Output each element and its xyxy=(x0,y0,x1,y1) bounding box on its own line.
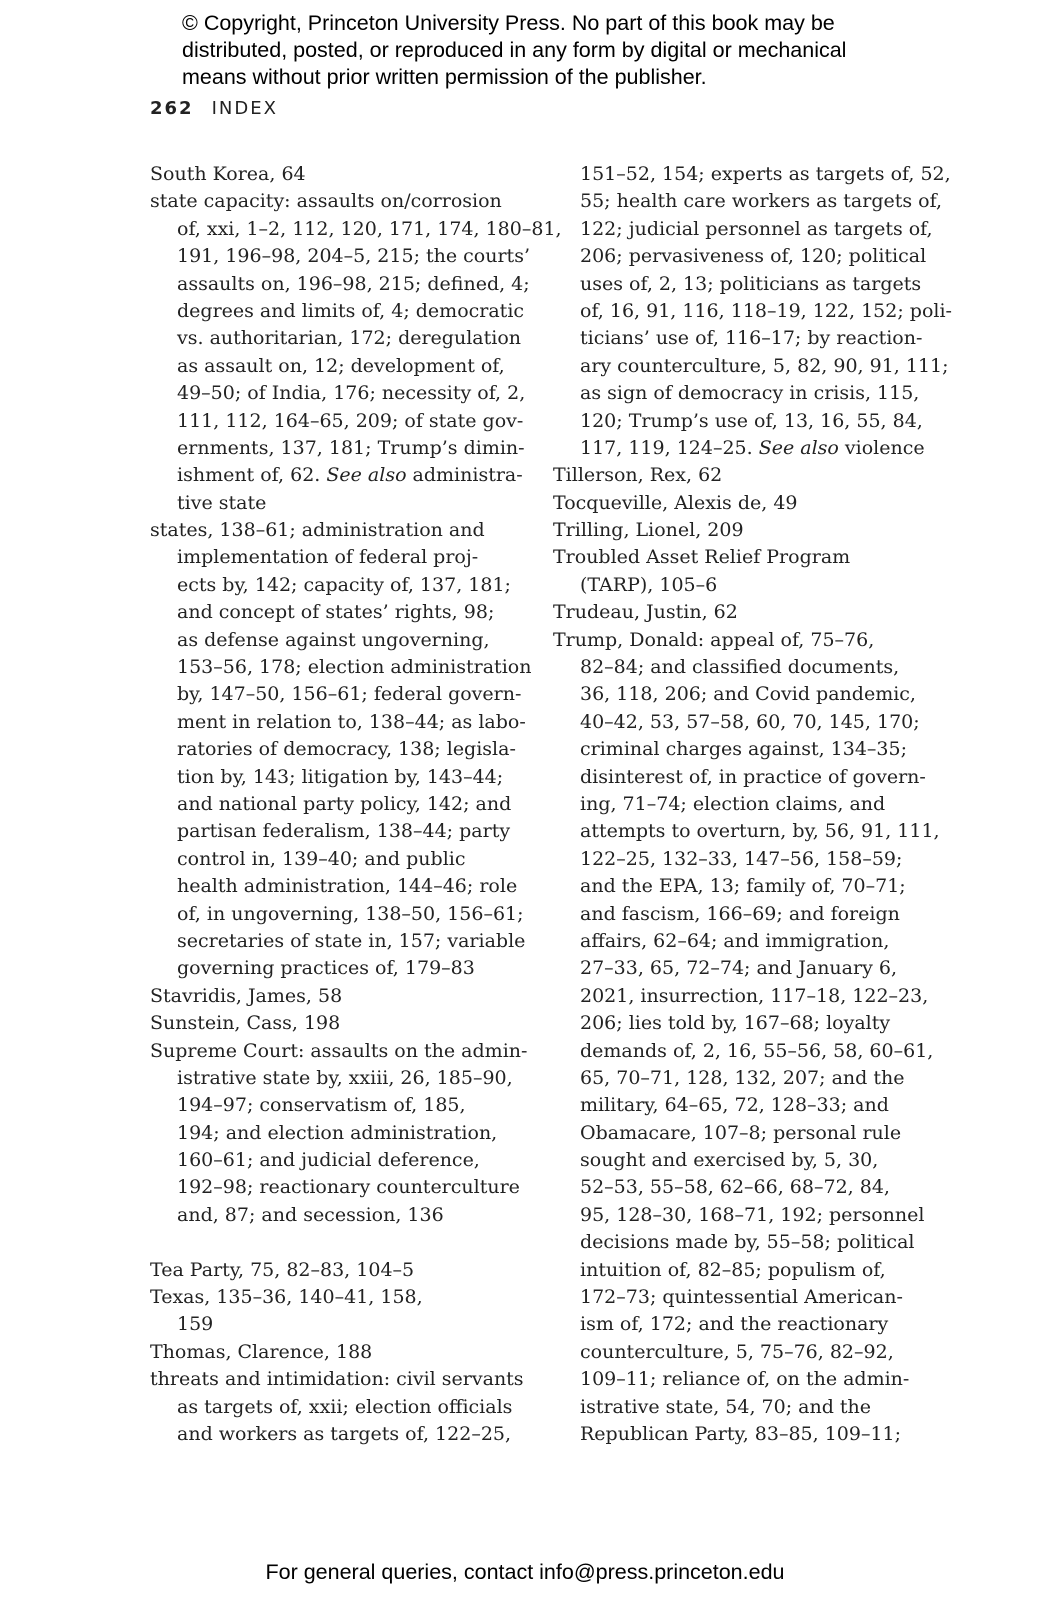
index-text: Tocqueville, Alexis de, 49 xyxy=(553,491,798,514)
index-text: affairs, 62–64; and immigration, xyxy=(580,929,890,952)
index-subline xyxy=(150,681,530,708)
index-subline xyxy=(553,408,933,435)
index-subline xyxy=(553,736,933,763)
index-subline xyxy=(553,435,933,462)
index-entry xyxy=(553,517,933,544)
index-text: 159 xyxy=(177,1313,214,1336)
index-text: states, 138–61; administration and xyxy=(150,519,485,542)
index-entry xyxy=(150,1366,530,1393)
index-subline xyxy=(150,818,530,845)
index-text: 122; judicial personnel as targets of, xyxy=(580,217,933,240)
index-subline xyxy=(553,1174,933,1201)
index-text: 153–56, 178; election administration xyxy=(177,656,532,679)
index-column-right xyxy=(553,161,952,1448)
index-text: 65, 70–71, 128, 132, 207; and the xyxy=(580,1066,905,1089)
index-text: 160–61; and judicial deference, xyxy=(177,1149,480,1172)
index-entry xyxy=(150,517,530,544)
index-subline xyxy=(150,791,530,818)
index-entry xyxy=(150,1339,530,1366)
index-subline xyxy=(553,1284,933,1311)
index-subline xyxy=(150,271,530,298)
index-subline xyxy=(553,1257,933,1284)
index-entry xyxy=(553,462,933,489)
index-text: 49–50; of India, 176; necessity of, 2, xyxy=(177,382,526,405)
copyright-line: © Copyright, Princeton University Press. No part of this book may be xyxy=(182,11,835,35)
footer-contact: For general queries, contact info@press.princeton.edu xyxy=(265,1560,785,1584)
index-text: of, in ungoverning, 138–50, 156–61; xyxy=(177,902,524,925)
index-text: Stavridis, James, 58 xyxy=(150,984,343,1007)
index-text: 111, 112, 164–65, 209; of state gov- xyxy=(177,409,524,432)
index-text: Tillerson, Rex, 62 xyxy=(553,464,723,487)
index-subline xyxy=(553,1065,933,1092)
index-entry xyxy=(150,1010,530,1037)
index-text: 151–52, 154; experts as targets of, 52, xyxy=(580,163,951,185)
index-subline xyxy=(150,572,530,599)
index-spacer xyxy=(150,1229,530,1256)
index-text: counterculture, 5, 75–76, 82–92, xyxy=(580,1340,894,1363)
index-text: partisan federalism, 138–44; party xyxy=(177,820,511,843)
index-subline xyxy=(553,709,933,736)
index-subline xyxy=(553,818,940,845)
index-text: Thomas, Clarence, 188 xyxy=(150,1340,373,1363)
index-text: vs. authoritarian, 172; deregulation xyxy=(177,327,521,350)
index-text: 117, 119, 124–25. xyxy=(580,436,753,459)
index-subline xyxy=(553,188,942,215)
index-subline xyxy=(553,1311,933,1338)
index-text: 52–53, 55–58, 62–66, 68–72, 84, xyxy=(580,1176,890,1199)
index-subline xyxy=(553,1366,933,1393)
index-text: and national party policy, 142; and xyxy=(177,792,512,815)
index-text: threats and intimidation: civil servants xyxy=(150,1368,524,1391)
index-text: secretaries of state in, 157; variable xyxy=(177,929,526,952)
index-subline xyxy=(553,1092,933,1119)
index-subline xyxy=(150,1065,530,1092)
index-text: criminal charges against, 134–35; xyxy=(580,738,907,761)
index-text: 172–73; quintessential American- xyxy=(580,1286,903,1309)
index-text: uses of, 2, 13; politicians as targets xyxy=(580,272,922,295)
index-subline xyxy=(553,791,933,818)
index-subline xyxy=(553,1339,933,1366)
index-text: Tea Party, 75, 82–83, 104–5 xyxy=(150,1258,415,1281)
index-subline xyxy=(150,709,530,736)
index-text: state capacity: assaults on/corrosion xyxy=(150,190,502,213)
index-subline xyxy=(150,353,530,380)
index-text: 40–42, 53, 57–58, 60, 70, 145, 170; xyxy=(580,710,920,733)
index-subline xyxy=(553,325,933,352)
index-subline xyxy=(553,955,933,982)
index-text: istrative state, 54, 70; and the xyxy=(580,1395,872,1418)
index-text: ects by, 142; capacity of, 137, 181; xyxy=(177,573,511,596)
index-text: attempts to overturn, by, 56, 91, 111, xyxy=(580,820,940,843)
index-subline xyxy=(553,1394,933,1421)
see-also-target: violence xyxy=(838,436,925,459)
index-subline xyxy=(150,901,530,928)
index-text: and the EPA, 13; family of, 70–71; xyxy=(580,875,906,898)
index-text: health administration, 144–46; role xyxy=(177,875,518,898)
index-text: 120; Trump’s use of, 13, 16, 55, 84, xyxy=(580,409,923,432)
index-text: ary counterculture, 5, 82, 90, 91, 111; xyxy=(580,354,949,377)
index-text: and concept of states’ rights, 98; xyxy=(177,601,495,624)
index-text: ratories of democracy, 138; legisla- xyxy=(177,738,516,761)
index-text: degrees and limits of, 4; democratic xyxy=(177,299,525,322)
index-text: ernments, 137, 181; Trump’s dimin- xyxy=(177,436,525,459)
index-subline xyxy=(553,901,933,928)
section-title: INDEX xyxy=(211,98,278,119)
index-subline xyxy=(150,846,530,873)
index-text: istrative state by, xxiii, 26, 185–90, xyxy=(177,1066,513,1089)
index-text: assaults on, 196–98, 215; defined, 4; xyxy=(177,272,530,295)
index-text: 122–25, 132–33, 147–56, 158–59; xyxy=(580,847,903,870)
index-text: Sunstein, Cass, 198 xyxy=(150,1012,341,1035)
index-subline xyxy=(150,928,530,955)
index-text: 191, 196–98, 204–5, 215; the courts’ xyxy=(177,245,530,268)
index-text: Republican Party, 83–85, 109–11; xyxy=(580,1422,902,1445)
index-text: by, 147–50, 156–61; federal govern- xyxy=(177,683,522,706)
index-subline xyxy=(553,681,933,708)
index-entry xyxy=(150,188,530,215)
index-subline xyxy=(150,298,530,325)
index-column-left xyxy=(150,161,562,1448)
index-text: tive state xyxy=(177,491,267,514)
see-also-reference: See also xyxy=(326,464,407,487)
index-text: military, 64–65, 72, 128–33; and xyxy=(580,1094,889,1117)
index-subline xyxy=(553,216,933,243)
index-subline xyxy=(553,846,933,873)
index-text: ing, 71–74; election claims, and xyxy=(580,792,886,815)
index-subline xyxy=(553,654,933,681)
index-subline xyxy=(150,1394,530,1421)
index-entry xyxy=(150,1257,530,1284)
index-text: control in, 139–40; and public xyxy=(177,847,466,870)
running-head xyxy=(150,98,278,119)
index-subline xyxy=(553,243,933,270)
index-subline xyxy=(150,408,530,435)
index-text: Trump, Donald: appeal of, 75–76, xyxy=(553,628,875,651)
index-text: implementation of federal proj- xyxy=(177,546,479,569)
index-text: 206; lies told by, 167–68; loyalty xyxy=(580,1012,891,1035)
index-text: Trudeau, Justin, 62 xyxy=(553,601,738,624)
index-subline xyxy=(553,572,933,599)
index-text: tion by, 143; litigation by, 143–44; xyxy=(177,765,504,788)
index-entry xyxy=(553,544,933,571)
index-subline xyxy=(553,1038,933,1065)
index-subline xyxy=(150,462,530,489)
see-also-target: administra- xyxy=(406,464,523,487)
index-subline xyxy=(553,1229,933,1256)
index-subline xyxy=(150,243,530,270)
index-text: Obamacare, 107–8; personal rule xyxy=(580,1121,902,1144)
index-subline xyxy=(150,627,530,654)
index-entry xyxy=(150,1284,530,1311)
index-subline xyxy=(150,1174,530,1201)
index-subline xyxy=(150,955,530,982)
index-subline xyxy=(553,1421,933,1448)
index-entry xyxy=(553,490,933,517)
index-text: 194–97; conservatism of, 185, xyxy=(177,1094,466,1117)
index-text: Supreme Court: assaults on the admin- xyxy=(150,1039,528,1062)
index-subline xyxy=(553,928,933,955)
index-text: sought and exercised by, 5, 30, xyxy=(580,1149,879,1172)
index-text: as assault on, 12; development of, xyxy=(177,354,505,377)
index-entry xyxy=(553,627,933,654)
index-text: ticians’ use of, 116–17; by reaction- xyxy=(580,327,923,350)
index-entry xyxy=(150,983,530,1010)
page-number: 262 xyxy=(150,98,194,119)
index-text: disinterest of, in practice of govern- xyxy=(580,765,926,788)
index-text: Troubled Asset Relief Program xyxy=(553,546,851,569)
copyright-line: distributed, posted, or reproduced in any form by digital or mechanical xyxy=(182,38,847,62)
index-subline xyxy=(553,764,933,791)
index-subline xyxy=(150,873,530,900)
index-subline xyxy=(150,1120,530,1147)
index-subline xyxy=(553,1202,933,1229)
index-text: and workers as targets of, 122–25, xyxy=(177,1422,512,1445)
index-subline xyxy=(553,1010,933,1037)
index-subline xyxy=(553,353,949,380)
index-entry xyxy=(553,599,933,626)
index-subline xyxy=(553,380,933,407)
index-text: 36, 118, 206; and Covid pandemic, xyxy=(580,683,916,706)
index-subline xyxy=(553,873,933,900)
index-subline xyxy=(150,764,530,791)
index-text: demands of, 2, 16, 55–56, 58, 60–61, xyxy=(580,1039,934,1062)
index-text: 2021, insurrection, 117–18, 122–23, xyxy=(580,984,929,1007)
index-text: Texas, 135–36, 140–41, 158, xyxy=(150,1286,423,1309)
index-subline xyxy=(150,435,530,462)
index-text: as sign of democracy in crisis, 115, xyxy=(580,382,920,405)
index-text: and fascism, 166–69; and foreign xyxy=(580,902,900,925)
index-subline xyxy=(150,544,530,571)
index-subline xyxy=(150,1202,530,1229)
index-text: intuition of, 82–85; populism of, xyxy=(580,1258,886,1281)
index-text: 206; pervasiveness of, 120; political xyxy=(580,245,927,268)
index-subline xyxy=(150,654,530,681)
index-text: Trilling, Lionel, 209 xyxy=(553,519,744,542)
index-text: 192–98; reactionary counterculture xyxy=(177,1176,520,1199)
copyright-line: means without prior written permission of the publisher. xyxy=(182,65,707,89)
index-subline xyxy=(150,380,530,407)
index-subline xyxy=(553,1120,933,1147)
index-subline xyxy=(553,1147,933,1174)
index-text: ism of, 172; and the reactionary xyxy=(580,1313,889,1336)
index-text: 27–33, 65, 72–74; and January 6, xyxy=(580,957,897,980)
index-subline xyxy=(150,216,562,243)
index-subline xyxy=(150,1092,530,1119)
index-text: ishment of, 62. xyxy=(177,464,321,487)
index-text: South Korea, 64 xyxy=(150,163,306,185)
index-entry xyxy=(150,161,530,188)
index-entry xyxy=(150,1038,530,1065)
index-text: of, 16, 91, 116, 118–19, 122, 152; poli- xyxy=(580,299,952,322)
index-text: as targets of, xxii; election officials xyxy=(177,1395,513,1418)
copyright-notice xyxy=(182,10,942,91)
index-subline xyxy=(150,736,530,763)
index-text: of, xxi, 1–2, 112, 120, 171, 174, 180–81, xyxy=(177,217,562,240)
index-text: decisions made by, 55–58; political xyxy=(580,1231,915,1254)
see-also-reference: See also xyxy=(758,436,839,459)
index-subline xyxy=(150,1311,530,1338)
index-subline xyxy=(150,325,530,352)
index-subline xyxy=(553,298,952,325)
index-text: 95, 128–30, 168–71, 192; personnel xyxy=(580,1203,925,1226)
index-text: 82–84; and classified documents, xyxy=(580,656,900,679)
index-subline xyxy=(553,271,933,298)
index-text: and, 87; and secession, 136 xyxy=(177,1203,444,1226)
index-subline xyxy=(150,490,530,517)
index-subline xyxy=(150,1147,530,1174)
index-text: governing practices of, 179–83 xyxy=(177,957,475,980)
index-text: (TARP), 105–6 xyxy=(580,573,718,596)
index-subline xyxy=(553,983,933,1010)
index-text: as defense against ungoverning, xyxy=(177,628,490,651)
index-text: 109–11; reliance of, on the admin- xyxy=(580,1368,910,1391)
index-text: 194; and election administration, xyxy=(177,1121,498,1144)
index-subline xyxy=(150,1421,530,1448)
index-text: ment in relation to, 138–44; as labo- xyxy=(177,710,526,733)
index-text: 55; health care workers as targets of, xyxy=(580,190,942,213)
index-subline xyxy=(150,599,530,626)
index-subline xyxy=(553,161,951,188)
